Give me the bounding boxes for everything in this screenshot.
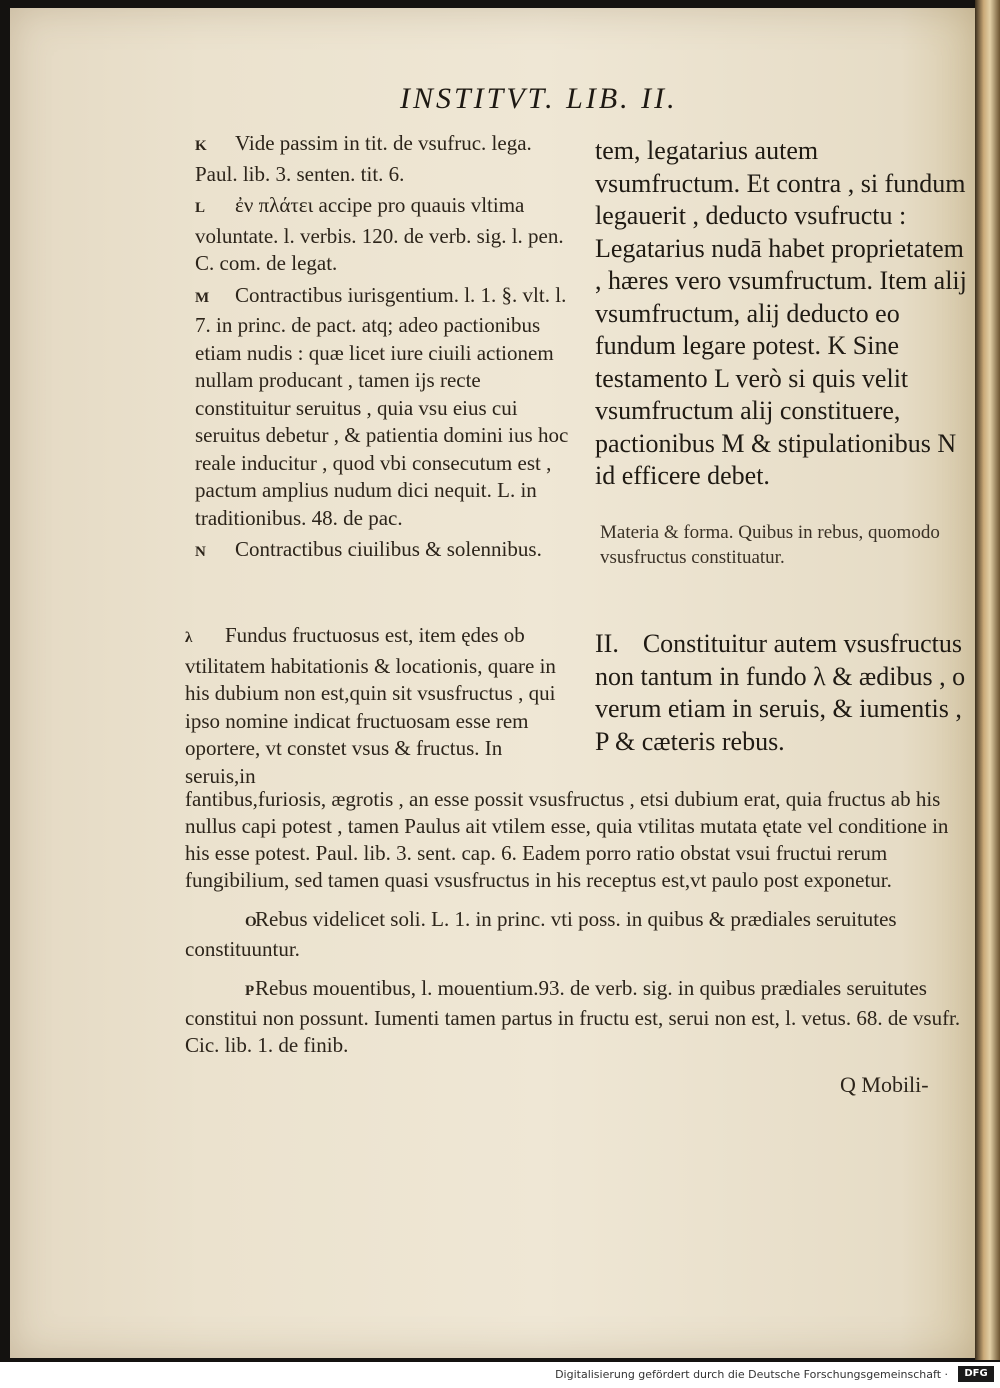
section-ii: II. Constituitur autem vsusfructus non tantum in fundo λ & ædibus , o verum etiam in seruis, & iumentis , P & cæteris rebus. [595,629,966,756]
footer-bar [0,1362,1000,1388]
section-number: II. [595,629,619,658]
note-m: M Contractibus iurisgentium. l. 1. §. vlt. l. 7. in princ. de pact. atq; adeo pactionibus etiam nudis : quæ licet iure ciuili actionem nullam producant , tamen ijs recte constituitur seruitus , quia vsu eius cui seruitus debetur , & patientia domini ius hoc reale inducitur , quod vbi consecutum est , pactum amplius nudum dici nequit. L. in traditionibus. 48. de pac. [195,282,569,530]
note-lambda-continued: fantibus,furiosis, ægrotis , an esse possit vsusfructus , etsi dubium erat, quia fructus ab his nullus capi potest , tamen Paulus ait vtilem esse, quia vtilitas mutata ętate vel conditione in his esse potest. Paul. lib. 3. sent. cap. 6. Eadem porro ratio obstat vsui fructui rerum fungibilium, sed tamen quasi vsusfructus in his receptus est,vt paulo post exponetur. [185,787,949,892]
dfg-logo: DFG [958,1366,994,1382]
catchword: Q Mobili- [840,1072,929,1097]
note-n: N Contractibus ciuilibus & solennibus. [195,537,542,561]
footer-text: Digitalisierung gefördert durch die Deutsche Forschungsgemeinschaft · [555,1368,948,1381]
note-lambda: λ Fundus fructuosus est, item ędes ob vtilitatem habitationis & locationis, quare in his dubium non est,quin sit vsusfructus , qui ipso nomine indicat fructuosam esse rem oportere, vt constet vsus & fructus. In seruis,in [185,623,556,788]
note-k: K Vide passim in tit. de vsufruc. lega. Paul. lib. 3. senten. tit. 6. [195,131,532,186]
running-head: INSTITVT. LIB. II. [400,82,678,115]
main-text-top: tem, legatarius autem vsumfructum. Et contra , si fundum legauerit , deducto vsufructu : Legatarius nudā habet proprietatem , hæres vero vsumfructum. Item alij vsumfructum, alij deducto eo fundum legare potest. K Sine testamento L verò si quis velit vsumfructum alij constituere, pactionibus M & stipulationibus N id efficere debet. [595,136,967,490]
notes-bottom [185,786,965,1071]
note-l: L ἐν πλάτει accipe pro quauis vltima voluntate. l. verbis. 120. de verb. sig. l. pen. C. com. de legat. [195,193,564,275]
note-p: PRebus mouentibus, l. mouentium.93. de verb. sig. in quibus prædiales seruitutes constitui non possunt. Iumenti tamen partus in fructu est, serui non est, l. vetus. 68. de vsufr. Cic. lib. 1. de finib. [185,976,961,1057]
notes-top [195,130,573,571]
page-edge [975,0,1000,1360]
note-o: ORebus videlicet soli. L. 1. in princ. vti poss. in quibus & prædiales seruitutes constituuntur. [185,907,897,961]
marginal-summary: Materia & forma. Quibus in rebus, quomodo vsusfructus constituatur. [600,522,940,568]
